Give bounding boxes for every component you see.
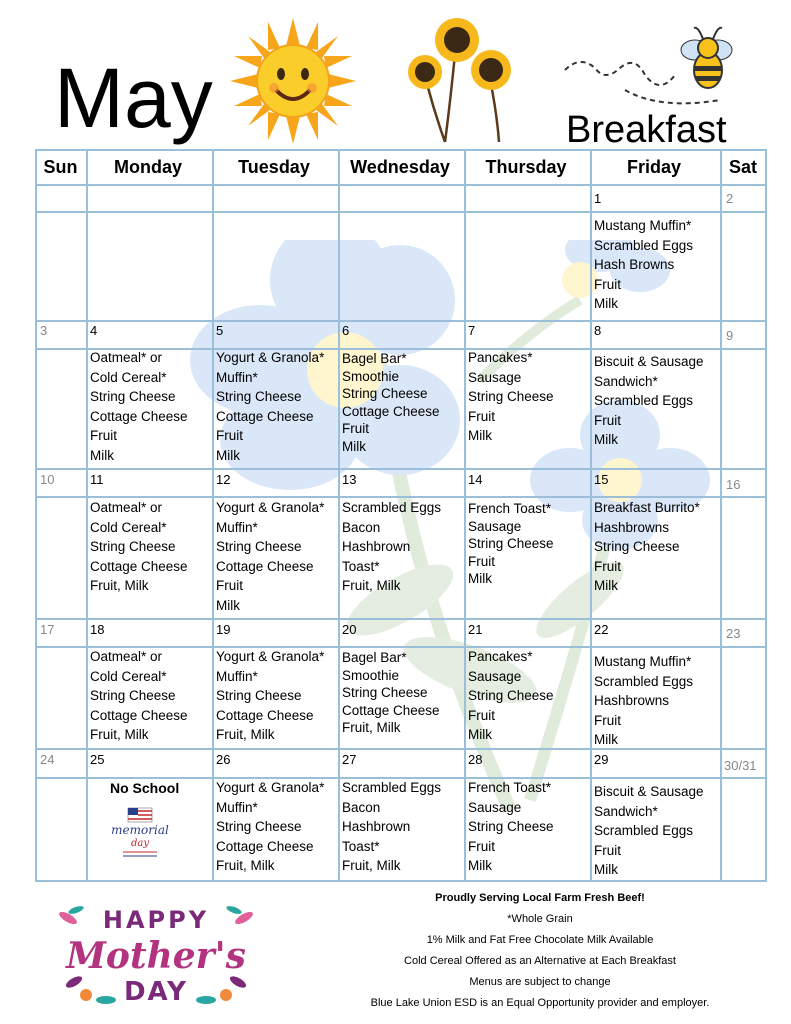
- menu-item: Scrambled Eggs Bacon Hashbrown Toast* Fruit, Milk: [342, 780, 442, 874]
- date-cell: 20: [342, 622, 357, 637]
- menu-item: Biscuit & Sausage Sandwich* Scrambled Eggs Fruit Milk: [594, 784, 704, 878]
- header-sun: Sun: [43, 157, 78, 177]
- mothers-day-line3: DAY: [123, 977, 189, 1007]
- menu-item: Biscuit & Sausage Sandwich* Scrambled Eggs Fruit Milk: [594, 354, 704, 448]
- menu-item: Breakfast Burrito* Hashbrowns String Cheese Fruit Milk: [594, 500, 700, 594]
- date-cell: 6: [342, 323, 350, 338]
- mothers-day-line2: Mother's: [66, 935, 246, 977]
- month-title: May: [54, 51, 213, 145]
- date-cell: 21: [468, 622, 483, 637]
- date-cell: 26: [216, 752, 231, 767]
- date-cell: 24: [40, 752, 55, 767]
- mothers-day-art: [56, 900, 256, 1012]
- memorial-text-line2: day: [130, 838, 150, 849]
- sun-icon: [228, 16, 358, 146]
- no-school-label: No School: [110, 780, 180, 796]
- menu-item: Yogurt & Granola* Muffin* String Cheese Cottage Cheese Fruit Milk: [216, 500, 325, 613]
- menu-item: Oatmeal* or Cold Cereal* String Cheese Cottage Cheese Fruit, Milk: [90, 649, 188, 743]
- header-thursday: Thursday: [485, 157, 567, 177]
- header-friday: Friday: [626, 157, 682, 177]
- header-wednesday: Wednesday: [350, 157, 450, 177]
- date-cell: 15: [594, 472, 609, 487]
- menu-item: Mustang Muffin* Scrambled Eggs Hashbrowns Fruit Milk: [594, 654, 694, 748]
- date-cell: 9: [726, 328, 734, 343]
- date-cell: 23: [726, 626, 741, 641]
- menu-item: Scrambled Eggs Bacon Hashbrown Toast* Fruit, Milk: [342, 500, 442, 594]
- date-cell: 13: [342, 472, 357, 487]
- date-cell: 27: [342, 752, 357, 767]
- header-sat: Sat: [728, 157, 757, 177]
- memorial-text-line1: memorial: [111, 823, 169, 837]
- footer-notes: [320, 888, 760, 1014]
- bee-icon: [560, 20, 740, 110]
- menu-item: French Toast* Sausage String Cheese Fruit Milk: [468, 501, 554, 587]
- date-cell: 3: [40, 323, 48, 338]
- date-cell: 16: [726, 477, 741, 492]
- menu-item: Bagel Bar* Smoothie String Cheese Cottage Cheese Fruit Milk: [342, 351, 440, 454]
- date-cell: 4: [90, 323, 98, 338]
- menu-item: Oatmeal* or Cold Cereal* String Cheese Cottage Cheese Fruit, Milk: [90, 500, 188, 594]
- date-cell: 7: [468, 323, 476, 338]
- date-cell: 30/31: [724, 758, 757, 773]
- date-cell: 5: [216, 323, 224, 338]
- menu-item: Pancakes* Sausage String Cheese Fruit Milk: [468, 649, 554, 743]
- footer-line: Proudly Serving Local Farm Fresh Beef!: [435, 892, 645, 904]
- menu-item: Yogurt & Granola* Muffin* String Cheese Cottage Cheese Fruit Milk: [216, 350, 325, 463]
- footer-line: Menus are subject to change: [469, 976, 611, 988]
- date-cell: 17: [40, 622, 55, 637]
- date-cell: 8: [594, 323, 602, 338]
- menu-item: Pancakes* Sausage String Cheese Fruit Milk: [468, 350, 554, 444]
- date-cell: 22: [594, 622, 609, 637]
- date-cell: 1: [594, 191, 602, 206]
- footer-line: 1% Milk and Fat Free Chocolate Milk Available: [426, 934, 654, 946]
- mothers-day-line1: HAPPY: [102, 906, 210, 934]
- menu-item: French Toast* Sausage String Cheese Fruit Milk: [468, 780, 554, 874]
- menu-item: Yogurt & Granola* Muffin* String Cheese Cottage Cheese Fruit, Milk: [216, 649, 325, 743]
- page-subtitle: Breakfast: [566, 109, 727, 151]
- date-cell: 25: [90, 752, 105, 767]
- footer-line: Cold Cereal Offered as an Alternative at Each Breakfast: [404, 955, 676, 967]
- footer-line: *Whole Grain: [507, 913, 573, 925]
- date-cell: 12: [216, 472, 231, 487]
- footer-line: Blue Lake Union ESD is an Equal Opportunity provider and employer.: [370, 997, 710, 1009]
- menu-item: Yogurt & Granola* Muffin* String Cheese Cottage Cheese Fruit, Milk: [216, 780, 325, 874]
- header-tuesday: Tuesday: [238, 157, 310, 177]
- menu-item: Oatmeal* or Cold Cereal* String Cheese Cottage Cheese Fruit Milk: [90, 350, 188, 463]
- header-monday: Monday: [113, 157, 182, 177]
- date-cell: 18: [90, 622, 105, 637]
- date-cell: 14: [468, 472, 483, 487]
- date-cell: 29: [594, 752, 609, 767]
- date-cell: 28: [468, 752, 483, 767]
- menu-item: Bagel Bar* Smoothie String Cheese Cottage Cheese Fruit, Milk: [342, 650, 440, 736]
- date-cell: 10: [40, 472, 55, 487]
- menu-item: Mustang Muffin* Scrambled Eggs Hash Browns Fruit Milk: [594, 218, 694, 312]
- date-cell: 11: [90, 472, 104, 487]
- memorial-day-icon: [95, 794, 185, 866]
- sunflowers-icon: [405, 14, 517, 144]
- date-cell: 2: [726, 191, 734, 206]
- date-cell: 19: [216, 622, 231, 637]
